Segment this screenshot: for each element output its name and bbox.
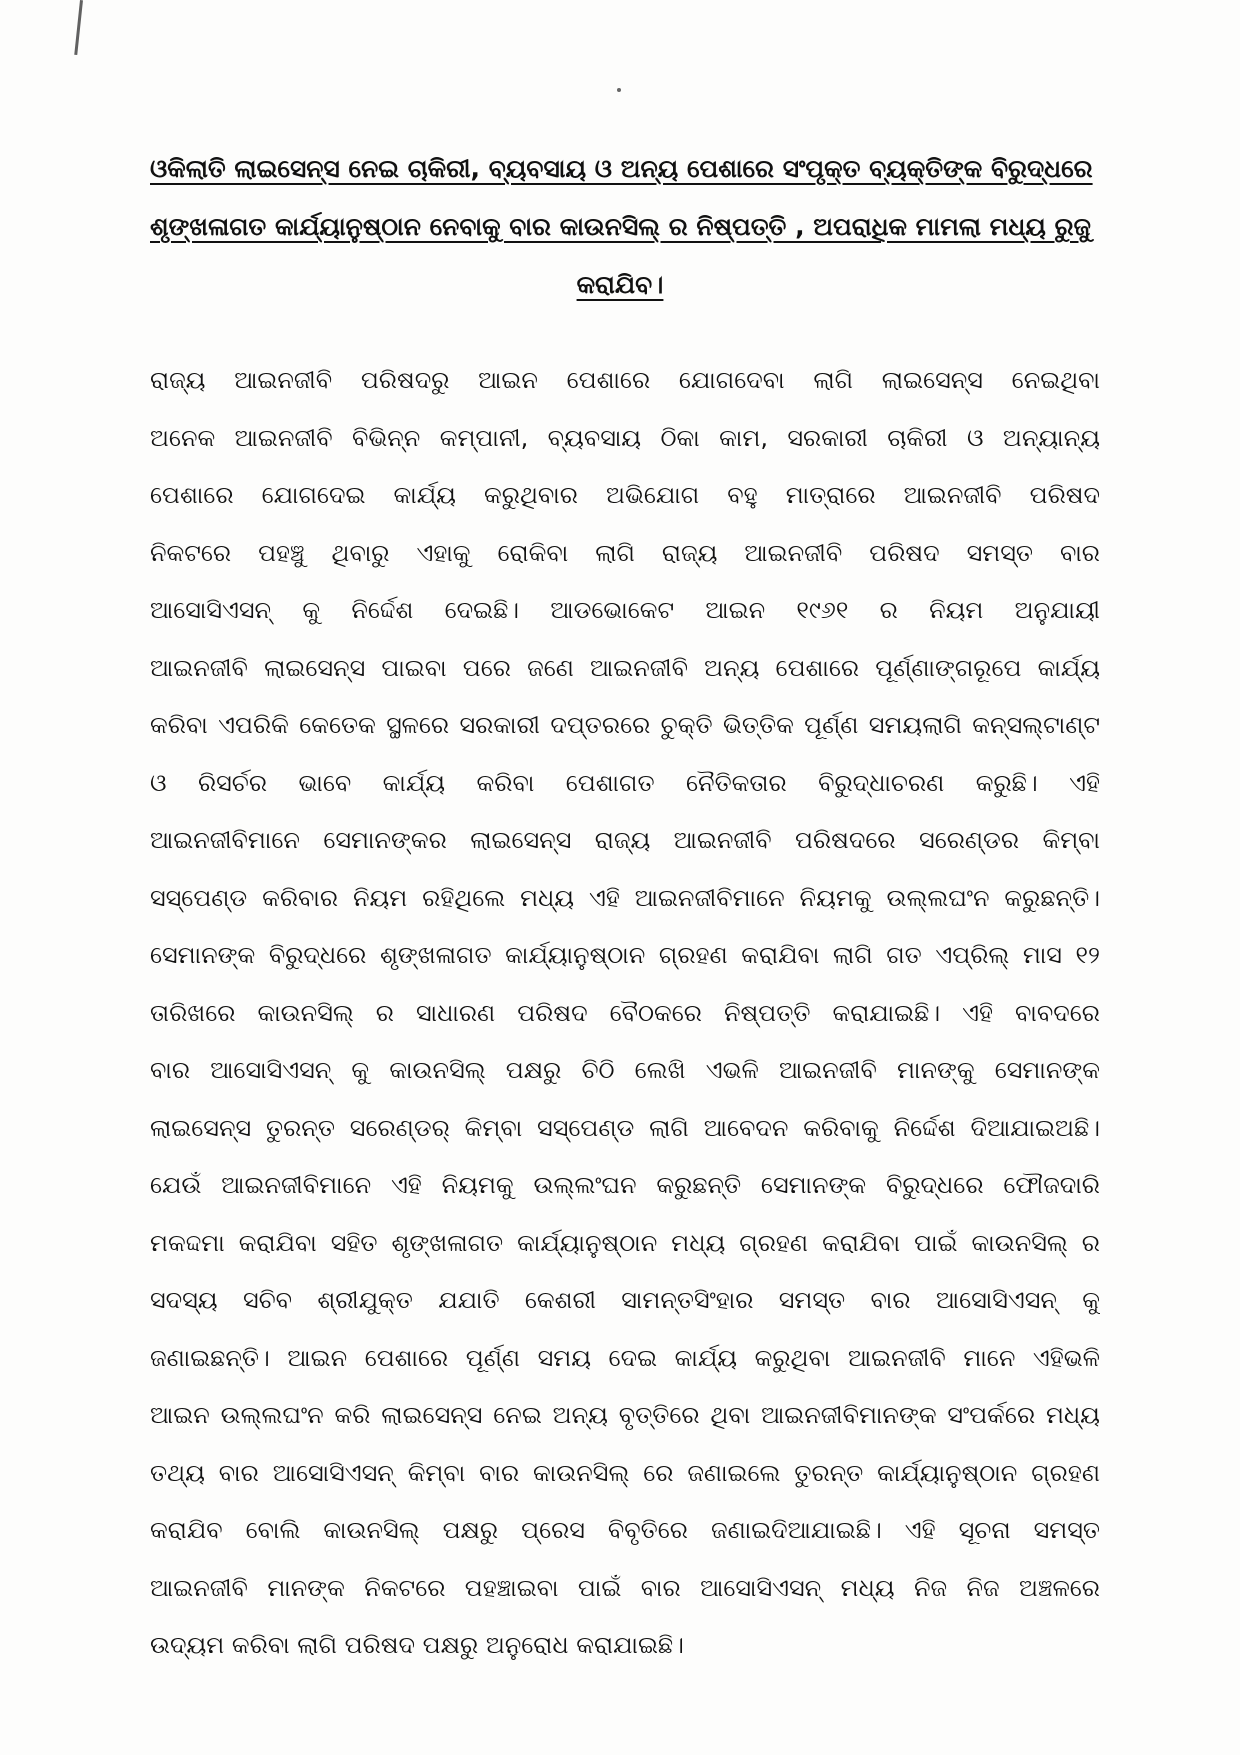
body-line: ଯେଉଁ ଆଇନଜୀବିମାନେ ଏହି ନିୟମକୁ ଉଲ୍ଲଂଘନ କରୁଛନ୍ତି ସେମାନଙ୍କ ବିରୁଦ୍ଧରେ ଫୌଜଦାରି [150, 1171, 1100, 1199]
body-line: ଲାଇସେନ୍ସ ତୁରନ୍ତ ସରେଣ୍ଡର୍ କିମ୍ବା ସସ୍ପେଣ୍ଡ ଲାଗି ଆବେଦନ କରିବାକୁ ନିର୍ଦ୍ଦେଶ ଦିଆଯାଇଅଛି। [150, 1113, 1100, 1142]
body-line: ଓ ରିସର୍ଚର ଭାବେ କାର୍ଯ୍ୟ କରିବା ପେଶାଗତ ନୈତିକତାର ବିରୁଦ୍ଧାଚରଣ କରୁଛି। ଏହି [150, 768, 1100, 797]
body-line: ଆଇନଜୀବି ମାନଙ୍କ ନିକଟରେ ପହଞ୍ଚାଇବା ପାଇଁ ବାର ଆସୋସିଏସନ୍ ମଧ୍ୟ ନିଜ ନିଜ ଅଞ୍ଚଳରେ [150, 1573, 1100, 1602]
body-line: ଆସୋସିଏସନ୍ କୁ ନିର୍ଦ୍ଦେଶ ଦେଇଛି। ଆଡଭୋକେଟ ଆଇନ ୧୯୬୧ ର ନିୟମ ଅନୁଯାୟୀ [150, 596, 1100, 624]
pen-stroke-mark [74, 0, 83, 55]
body-line: ଆଇନ ଉଲ୍ଲଘଂନ କରି ଲାଇସେନ୍ସ ନେଇ ଅନ୍ୟ ବୃତ୍ତିରେ ଥିବା ଆଇନଜୀବିମାନଙ୍କ ସଂପର୍କରେ ମଧ୍ୟ [150, 1401, 1100, 1429]
body-line: କରିବା ଏପରିକି କେତେକ ସ୍ଥଳରେ ସରକାରୀ ଦପ୍ତରରେ ଚୁକ୍ତି ଭିତ୍ତିକ ପୂର୍ଣ୍ଣ ସମୟଲାଗି କନ୍ସଲ୍ଟାଣ୍ଟ [150, 711, 1100, 739]
headline-line: ଶୃଙ୍ଖଳାଗତ କାର୍ଯ୍ୟାନୁଷ୍ଠାନ ନେବାକୁ ବାର କାଉନସିଲ୍ ର ନିଷ୍ପତ୍ତି , ଅପରାଧିକ ମାମଲା ମଧ୍ୟ ରୁଜୁ [150, 212, 1091, 241]
body-line: ଉଦ୍ୟମ କରିବା ଲାଗି ପରିଷଦ ପକ୍ଷରୁ ଅନୁରୋଧ କରାଯାଇଛି। [150, 1631, 684, 1659]
body-line: ତଥ୍ୟ ବାର ଆସୋସିଏସନ୍ କିମ୍ବା ବାର କାଉନସିଲ୍ ରେ ଜଣାଇଲେ ତୁରନ୍ତ କାର୍ଯ୍ୟାନୁଷ୍ଠାନ ଗ୍ରହଣ [150, 1458, 1100, 1487]
body-line: ଅନେକ ଆଇନଜୀବି ବିଭିନ୍ନ କମ୍ପାନୀ, ବ୍ୟବସାୟ ଠିକା କାମ, ସରକାରୀ ଚାକିରୀ ଓ ଅନ୍ୟାନ୍ୟ [150, 423, 1100, 452]
body-paragraph [150, 352, 1100, 1675]
body-line: ଆଇନଜୀବିମାନେ ସେମାନଙ୍କର ଲାଇସେନ୍ସ ରାଜ୍ୟ ଆଇନଜୀବି ପରିଷଦରେ ସରେଣ୍ଡର କିମ୍ବା [150, 826, 1100, 854]
body-line: ପେଶାରେ ଯୋଗଦେଇ କାର୍ଯ୍ୟ କରୁଥିବାର ଅଭିଯୋଗ ବହୁ ମାତ୍ରାରେ ଆଇନଜୀବି ପରିଷଦ [150, 481, 1100, 509]
body-line: ସେମାନଙ୍କ ବିରୁଦ୍ଧରେ ଶୃଙ୍ଖଳାଗତ କାର୍ଯ୍ୟାନୁଷ୍ଠାନ ଗ୍ରହଣ କରାଯିବା ଲାଗି ଗତ ଏପ୍ରିଲ୍ ମାସ ୧୨ [150, 941, 1100, 969]
headline-line: ଓକିଲାତି ଲାଇସେନ୍ସ ନେଇ ଚାକିରୀ, ବ୍ୟବସାୟ ଓ ଅନ୍ୟ ପେଶାରେ ସଂପୃକ୍ତ ବ୍ୟକ୍ତିଙ୍କ ବିରୁଦ୍ଧରେ [150, 154, 1093, 183]
body-line: ତାରିଖରେ କାଉନସିଲ୍ ର ସାଧାରଣ ପରିଷଦ ବୈଠକରେ ନିଷ୍ପତ୍ତି କରାଯାଇଛି। ଏହି ବାବଦରେ [150, 998, 1100, 1027]
body-line: ନିକଟରେ ପହଞ୍ଚୁ ଥିବାରୁ ଏହାକୁ ରୋକିବା ଲାଗି ରାଜ୍ୟ ଆଇନଜୀବି ପରିଷଦ ସମସ୍ତ ବାର [150, 538, 1100, 567]
headline-line: କରାଯିବ। [576, 270, 664, 299]
body-line: ଜଣାଇଛନ୍ତି। ଆଇନ ପେଶାରେ ପୂର୍ଣ୍ଣ ସମୟ ଦେଇ କାର୍ଯ୍ୟ କରୁଥିବା ଆଇନଜୀବି ମାନେ ଏହିଭଳି [150, 1343, 1100, 1372]
headline [150, 140, 1093, 314]
body-line: କରାଯିବ ବୋଲି କାଉନସିଲ୍ ପକ୍ଷରୁ ପ୍ରେସ ବିବୃତିରେ ଜଣାଇଦିଆଯାଇଛି। ଏହି ସୂଚନା ସମସ୍ତ [150, 1516, 1100, 1544]
body-line: ଆଇନଜୀବି ଲାଇସେନ୍ସ ପାଇବା ପରେ ଜଣେ ଆଇନଜୀବି ଅନ୍ୟ ପେଶାରେ ପୂର୍ଣ୍ଣାଙ୍ଗରୂପେ କାର୍ଯ୍ୟ [150, 653, 1100, 682]
body-line: ସଦସ୍ୟ ସଚିବ ଶ୍ରୀଯୁକ୍ତ ଯଯାତି କେଶରୀ ସାମନ୍ତସିଂହାର ସମସ୍ତ ବାର ଆସୋସିଏସନ୍ କୁ [150, 1286, 1100, 1314]
body-line: ରାଜ୍ୟ ଆଇନଜୀବି ପରିଷଦରୁ ଆଇନ ପେଶାରେ ଯୋଗଦେବା ଲାଗି ଲାଇସେନ୍ସ ନେଇଥିବା [150, 366, 1100, 394]
ink-dot-mark [617, 88, 621, 92]
body-line: ସସ୍ପେଣ୍ଡ କରିବାର ନିୟମ ରହିଥିଲେ ମଧ୍ୟ ଏହି ଆଇନଜୀବିମାନେ ନିୟମକୁ ଉଲ୍ଲଘଂନ କରୁଛନ୍ତି। [150, 883, 1100, 912]
body-line: ମକଦ୍ଦମା କରାଯିବା ସହିତ ଶୃଙ୍ଖଳାଗତ କାର୍ଯ୍ୟାନୁଷ୍ଠାନ ମଧ୍ୟ ଗ୍ରହଣ କରାଯିବା ପାଇଁ କାଉନସିଲ୍ ର [150, 1228, 1100, 1257]
body-line: ବାର ଆସୋସିଏସନ୍ କୁ କାଉନସିଲ୍ ପକ୍ଷରୁ ଚିଠି ଲେଖି ଏଭଳି ଆଇନଜୀବି ମାନଙ୍କୁ ସେମାନଙ୍କ [150, 1056, 1100, 1084]
